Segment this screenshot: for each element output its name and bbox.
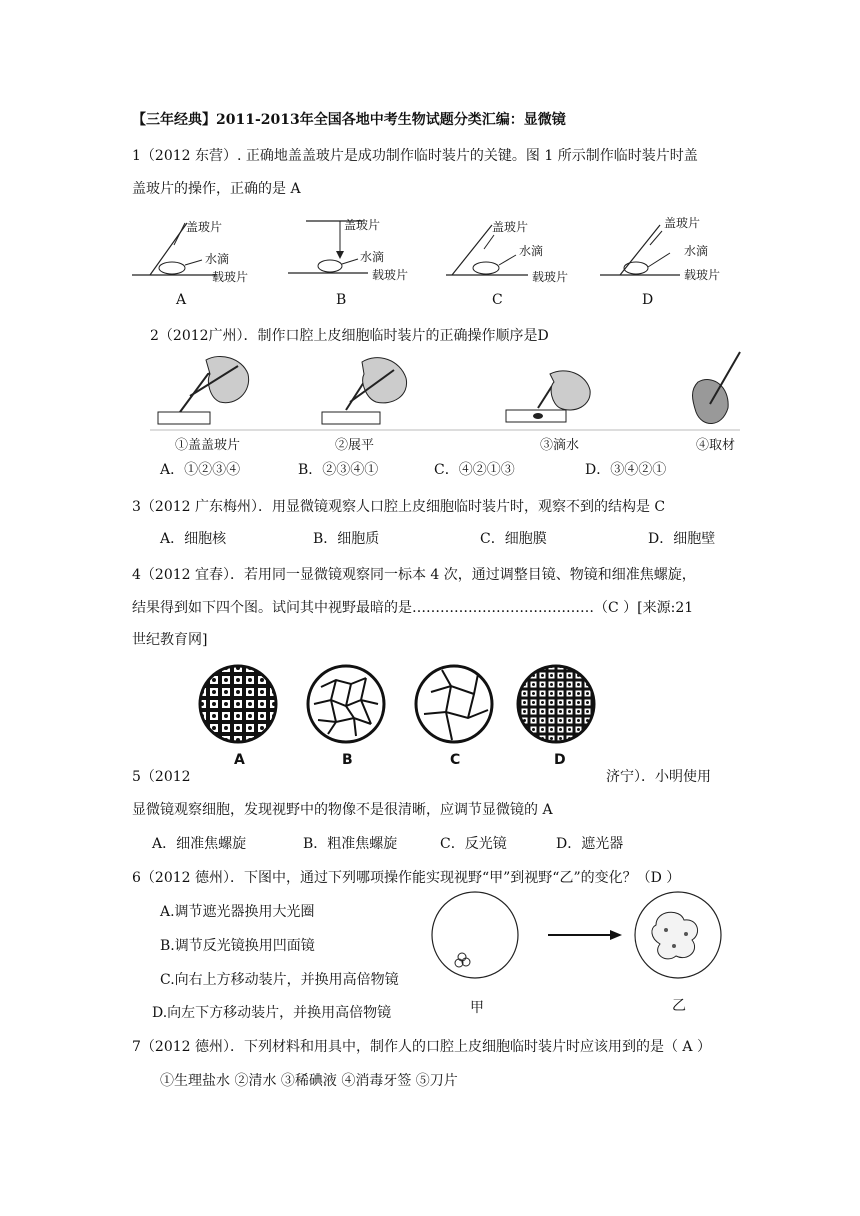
step-4-illustration [693,352,741,424]
label-coverslip: 盖玻片 [186,220,223,234]
field-label-jia: 甲 [470,1000,484,1016]
question-2-text: 2（2012广州）．制作口腔上皮细胞临时装片的正确操作顺序是D [150,328,549,344]
question-4-text-3: 世纪教育网] [132,632,208,648]
label-water: 水滴 [684,244,709,258]
option-letter: B [336,292,347,308]
step-2-illustration [322,358,407,424]
option: D．遮光器 [556,836,624,852]
label-water: 水滴 [205,252,230,266]
step-caption: ③滴水 [540,438,580,453]
option: A．①②③④ [160,462,241,478]
field-letter: B [342,752,353,768]
option: C．细胞膜 [480,531,547,547]
question-4-text-2: 结果得到如下四个图。试问其中视野最暗的是…………………………………（C ）[来源:21 [132,600,694,616]
question-4-text: 4（2012 宜春）．若用同一显微镜观察同一标本 4 次，通过调整目镜、物镜和细准焦螺旋， [132,567,696,583]
option: A．细准焦螺旋 [152,836,247,852]
option: D．细胞壁 [648,531,716,547]
question-5-text-2: 显微镜观察细胞，发现视野中的物像不是很清晰，应调节显微镜的 A [132,802,553,818]
option: C.向右上方移动装片，并换用高倍物镜 [160,972,399,988]
label-water: 水滴 [360,250,385,264]
option: C．反光镜 [440,836,507,852]
field-letter: D [554,752,566,768]
field-letter: A [234,752,245,768]
label-slide: 载玻片 [372,268,409,282]
label-coverslip: 盖玻片 [664,216,701,230]
option: B．②③④① [298,462,379,478]
option: B.调节反光镜换用凹面镜 [160,938,315,954]
step-3-illustration [506,371,590,422]
question-1-text-2: 盖玻片的操作，正确的是 A [132,181,301,197]
option: C．④②①③ [434,462,515,478]
question-5-text-b: 济宁）．小明使用 [606,769,711,785]
option-letter: C [492,292,503,308]
label-coverslip: 盖玻片 [344,218,381,232]
question-1-text: 1（2012 东营）. 正确地盖盖玻片是成功制作临时装片的关键。图 1 所示制作临时装片时盖 [132,148,698,164]
step-caption: ④取材 [696,438,736,453]
question-6-text: 6（2012 德州）．下图中，通过下列哪项操作能实现视野“甲”到视野“乙”的变化？（D ） [132,870,681,886]
option: A.调节遮光器换用大光圈 [160,904,315,920]
step-caption: ①盖盖玻片 [175,438,241,453]
question-7-text: 7（2012 德州）．下列材料和用具中，制作人的口腔上皮细胞临时装片时应该用到的是（ A ） [132,1039,711,1055]
question-5-text-a: 5（2012 [132,769,191,785]
option: A．细胞核 [160,531,227,547]
question-3-text: 3（2012 广东梅州）．用显微镜观察人口腔上皮细胞临时装片时，观察不到的结构是 C [132,499,666,515]
label-slide: 载玻片 [532,270,569,284]
option: B．粗准焦螺旋 [303,836,398,852]
field-letter: C [450,752,461,768]
option-letter: A [176,292,187,308]
label-slide: 载玻片 [684,268,721,282]
label-slide: 载玻片 [212,270,249,284]
option: D.向左下方移动装片，并换用高倍物镜 [152,1005,392,1021]
step-caption: ②展平 [335,438,375,453]
label-coverslip: 盖玻片 [492,220,529,234]
option-letter: D [642,292,654,308]
label-water: 水滴 [519,244,544,258]
option: D．③④②① [585,462,667,478]
step-1-illustration [158,356,249,424]
field-label-yi: 乙 [672,998,686,1014]
option: B．细胞质 [313,531,380,547]
question-7-items: ①生理盐水 ②清水 ③稀碘液 ④消毒牙签 ⑤刀片 [160,1073,458,1089]
page-title: 【三年经典】2011-2013年全国各地中考生物试题分类汇编：显微镜 [132,112,566,128]
